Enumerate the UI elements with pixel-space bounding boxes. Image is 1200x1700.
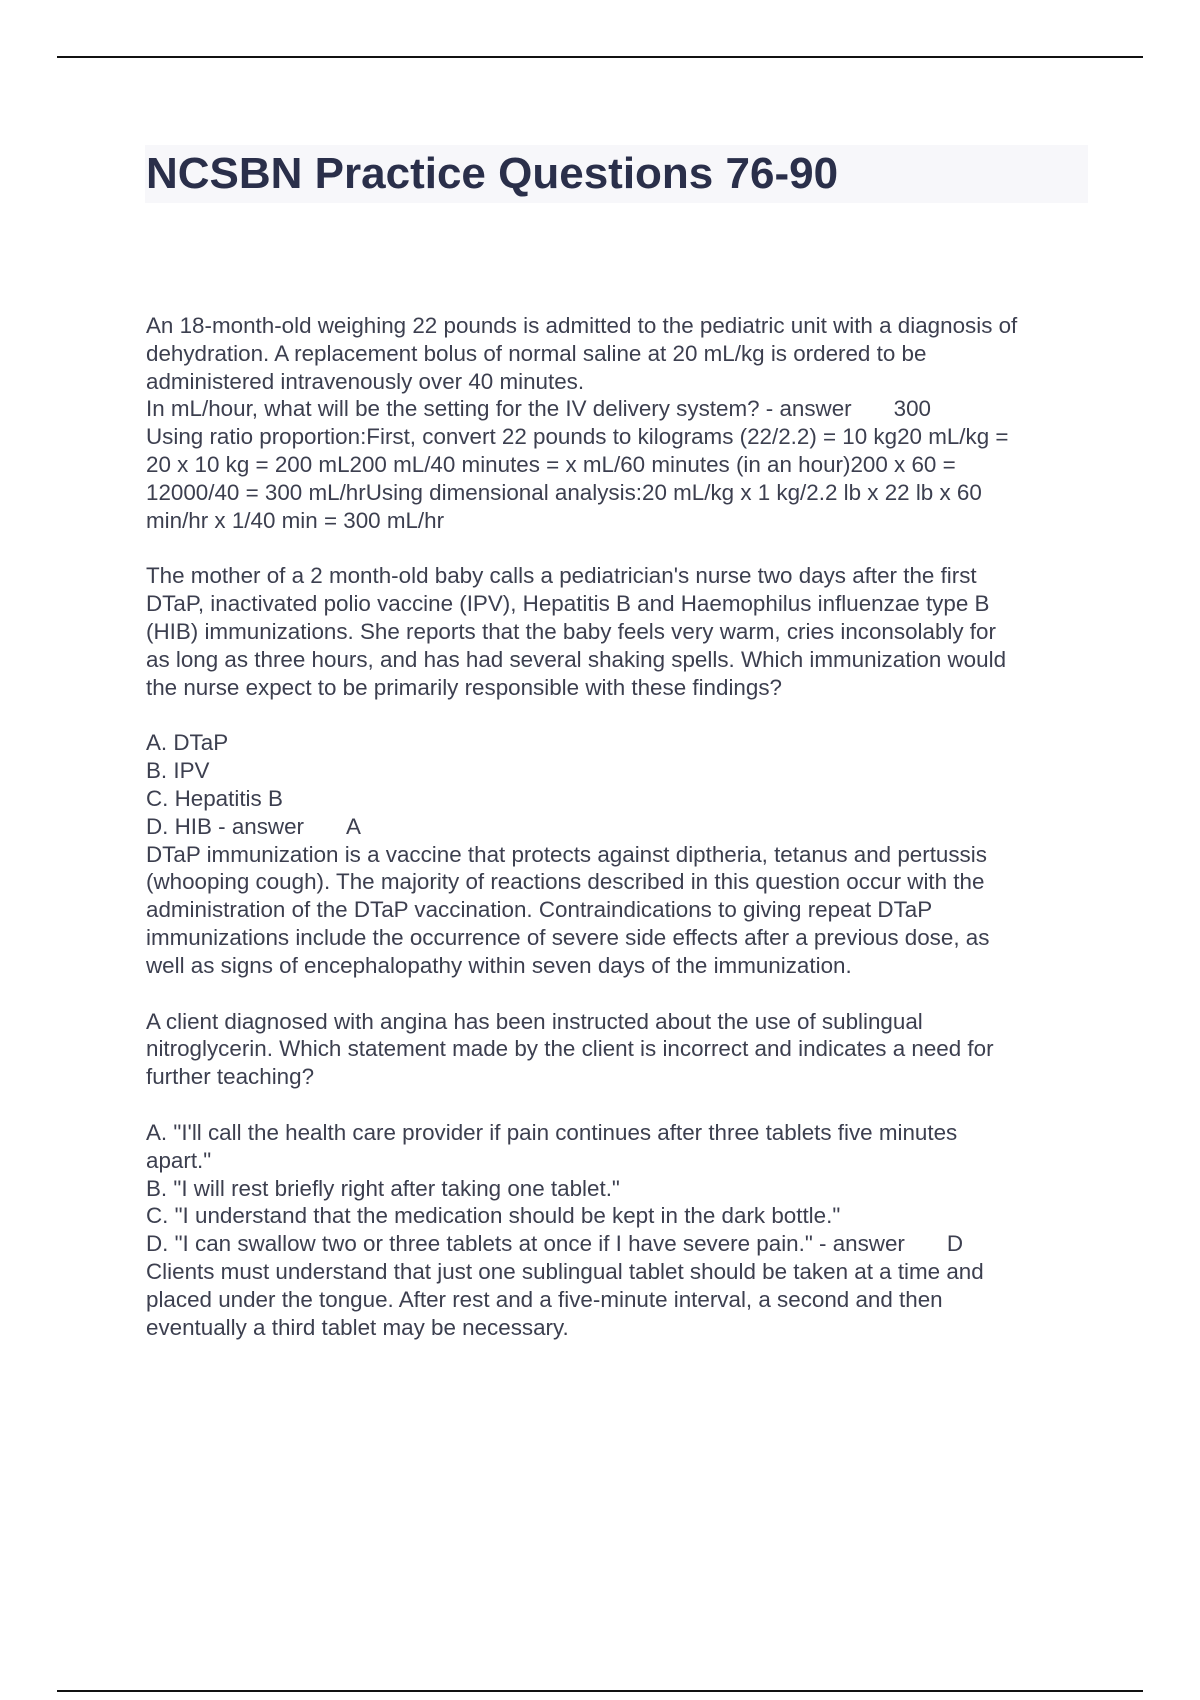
answer-value: A bbox=[346, 813, 361, 839]
paragraph-gap bbox=[146, 534, 1106, 562]
question-text-line: dehydration. A replacement bolus of normal saline at 20 mL/kg is ordered to be bbox=[146, 340, 927, 366]
option-line: A. "I'll call the health care provider if pain continues after three tablets five minutes bbox=[146, 1119, 958, 1145]
question-text-line: An 18-month-old weighing 22 pounds is admitted to the pediatric unit with a diagnosis of bbox=[146, 313, 1018, 338]
paragraph-gap bbox=[146, 701, 1106, 729]
question-block-3 bbox=[146, 1008, 1106, 1091]
explanation-line: placed under the tongue. After rest and a five-minute interval, a second and then bbox=[146, 1286, 943, 1312]
question-text-line: further teaching? bbox=[146, 1064, 315, 1090]
explanation-line: administration of the DTaP vaccination. Contraindications to giving repeat DTaP bbox=[146, 897, 933, 923]
option-line: A. DTaP bbox=[146, 730, 229, 756]
paragraph-gap bbox=[146, 1091, 1106, 1119]
explanation-line: 12000/40 = 300 mL/hrUsing dimensional analysis:20 mL/kg x 1 kg/2.2 lb x 22 lb x 60 bbox=[146, 479, 982, 505]
explanation-line: immunizations include the occurrence of severe side effects after a previous dose, as bbox=[146, 924, 990, 950]
top-rule bbox=[57, 56, 1143, 58]
explanation-line: well as signs of encephalopathy within seven days of the immunization. bbox=[146, 952, 852, 978]
question-block-1 bbox=[146, 312, 1106, 534]
question-text-line: nitroglycerin. Which statement made by the client is incorrect and indicates a need for bbox=[146, 1036, 994, 1062]
question-text-line: the nurse expect to be primarily responsible with these findings? bbox=[146, 674, 782, 700]
options-block-2 bbox=[146, 729, 1106, 979]
question-text-line: (HIB) immunizations. She reports that the baby feels very warm, cries inconsolably for bbox=[146, 618, 996, 644]
question-text-line: administered intravenously over 40 minutes. bbox=[146, 368, 585, 394]
answer-prefix: In mL/hour, what will be the setting for the IV delivery system? - answer bbox=[146, 396, 852, 422]
option-line: C. Hepatitis B bbox=[146, 785, 283, 811]
paragraph-gap bbox=[146, 980, 1106, 1008]
question-text-line: DTaP, inactivated polio vaccine (IPV), Hepatitis B and Haemophilus influenzae type B bbox=[146, 591, 990, 617]
explanation-line: 20 x 10 kg = 200 mL200 mL/40 minutes = x mL/60 minutes (in an hour)200 x 60 = bbox=[146, 451, 956, 477]
option-line: C. "I understand that the medication should be kept in the dark bottle." bbox=[146, 1203, 841, 1229]
questions-content bbox=[146, 312, 1106, 1341]
question-text-line: as long as three hours, and has had several shaking spells. Which immunization would bbox=[146, 646, 1007, 672]
question-text-line: The mother of a 2 month-old baby calls a pediatrician's nurse two days after the first bbox=[146, 563, 977, 589]
answer-value: D bbox=[946, 1231, 964, 1257]
option-line: apart." bbox=[146, 1147, 212, 1173]
option-line: B. "I will rest briefly right after taking one tablet." bbox=[146, 1175, 620, 1201]
bottom-rule bbox=[57, 1690, 1143, 1692]
answer-line bbox=[146, 1230, 1106, 1258]
options-block-3 bbox=[146, 1119, 1106, 1341]
document-title: NCSBN Practice Questions 76-90 bbox=[146, 149, 839, 198]
option-line: B. IPV bbox=[146, 758, 210, 784]
question-block-2 bbox=[146, 562, 1106, 701]
answer-prefix: D. "I can swallow two or three tablets at once if I have severe pain." - answer bbox=[146, 1231, 905, 1257]
explanation-line: DTaP immunization is a vaccine that protects against diptheria, tetanus and pertussis bbox=[146, 841, 987, 867]
question-text-line: A client diagnosed with angina has been instructed about the use of sublingual bbox=[146, 1008, 923, 1034]
explanation-line: Clients must understand that just one sublingual tablet should be taken at a time and bbox=[146, 1258, 984, 1284]
answer-prefix: D. HIB - answer bbox=[146, 813, 305, 839]
answer-line bbox=[146, 813, 1106, 841]
answer-value: 300 bbox=[893, 396, 931, 422]
explanation-line: (whooping cough). The majority of reactions described in this question occur with the bbox=[146, 869, 985, 895]
explanation-line: Using ratio proportion:First, convert 22 pounds to kilograms (22/2.2) = 10 kg20 mL/kg = bbox=[146, 424, 1009, 450]
explanation-line: eventually a third tablet may be necessary. bbox=[146, 1314, 569, 1340]
answer-line bbox=[146, 395, 1106, 423]
explanation-line: min/hr x 1/40 min = 300 mL/hr bbox=[146, 507, 445, 533]
